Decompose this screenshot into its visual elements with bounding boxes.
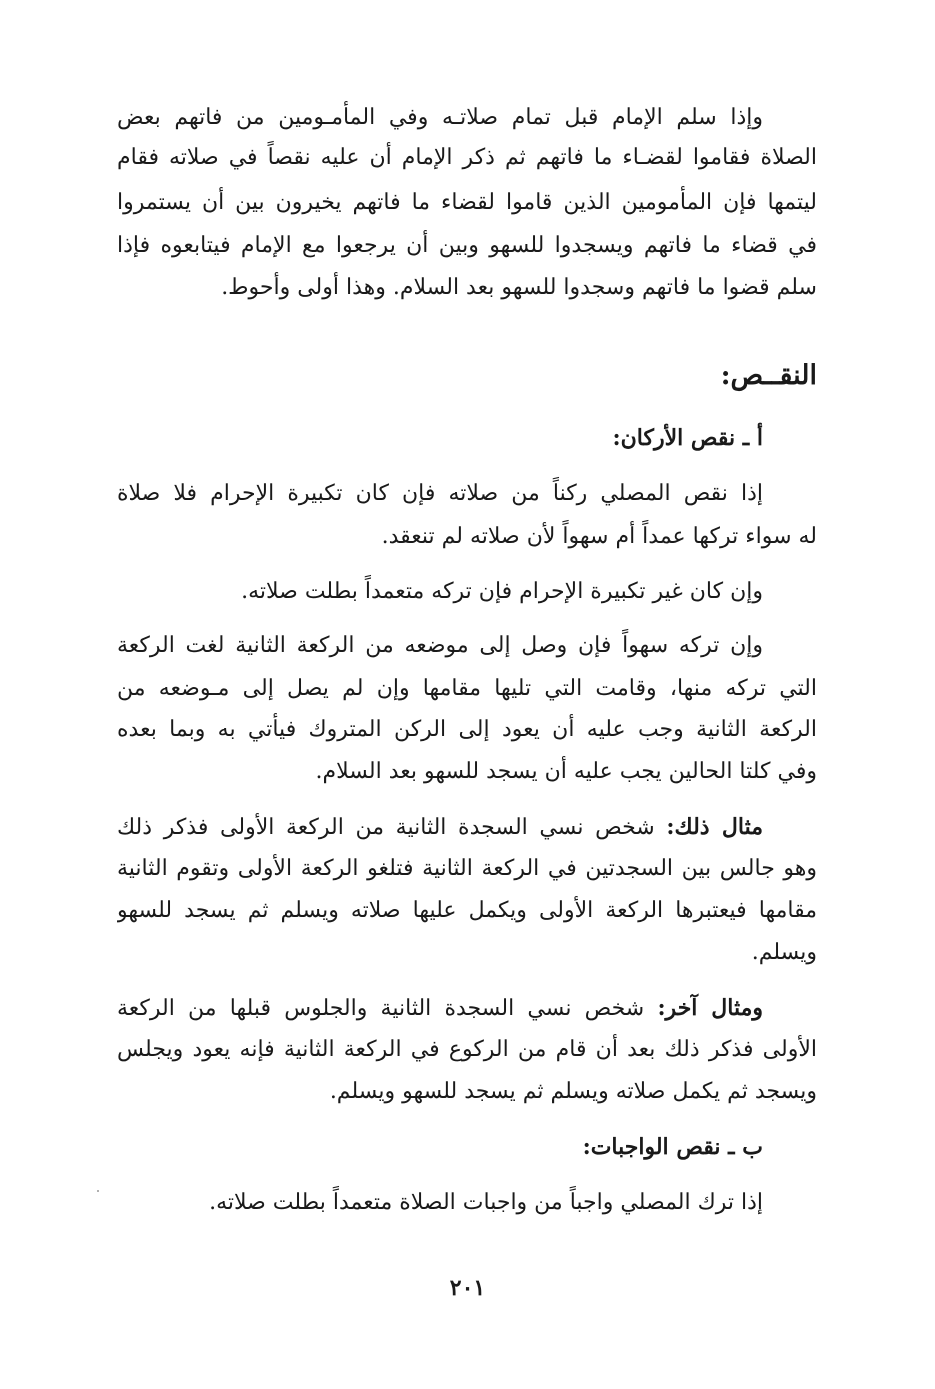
paragraph-1-line-5: سلم قضوا ما فاتهم وسجدوا للسهو بعد السلام. وهذا أولى وأحوط. (221, 275, 817, 300)
example-lead: مثال ذلك: (666, 814, 763, 840)
scan-speck (97, 1190, 99, 1192)
paragraph-5-line-3: مقامها فيعتبرها الركعة الأولى ويكمل عليها صلاته ويسلم ثم يسجد للسهو (117, 898, 817, 923)
paragraph-6-line-1 (117, 988, 763, 1028)
paragraph-5-line-1 (117, 807, 763, 847)
paragraph-1-line-1: وإذا سلم الإمام قبل تمام صلاتـه وفي المأمـومين من فاتهم بعض (117, 105, 763, 130)
paragraph-4-line-4: وفي كلتا الحالين يجب عليه أن يسجد للسهو بعد السلام. (315, 759, 817, 784)
paragraph-2-line-1: إذا نقص المصلي ركناً من صلاته فإن كان تكبيرة الإحرام فلا صلاة (117, 481, 763, 506)
paragraph-1-line-2: الصلاة فقاموا لقضـاء ما فاتهم ثم ذكر الإمام أن عليه نقصاً في صلاته فقام (117, 145, 817, 170)
another-example-lead: ومثال آخر: (657, 995, 763, 1021)
paragraph-5-line-2: وهو جالس بين السجدتين في الركعة الثانية فتلغو الركعة الأولى وتقوم الثانية (117, 856, 817, 881)
section-heading-naqs: النقــص: (720, 360, 817, 391)
paragraph-4-line-3: الركعة الثانية وجب عليه أن يعود إلى الركن المتروك فيأتي به وبما بعده (117, 717, 817, 742)
subheading-wajibat: ب ـ نقص الواجبات: (582, 1134, 763, 1160)
paragraph-1-line-4: في قضاء ما فاتهم ويسجدوا للسهو وبين أن يرجعوا مع الإمام فيتابعوه فإذا (117, 233, 817, 258)
paragraph-5-line-4: ويسلم. (751, 940, 817, 965)
another-example-text: شخص نسي السجدة الثانية والجلوس قبلها من الركعة (117, 996, 658, 1021)
paragraph-6-line-2: الأولى فذكر ذلك بعد أن قام من الركوع في الركعة الثانية فإنه يعود ويجلس (117, 1037, 817, 1062)
paragraph-6-line-3: ويسجد ثم يكمل صلاته ويسلم ثم يسجد للسهو ويسلم. (329, 1079, 817, 1104)
paragraph-3-line-1: وإن كان غير تكبيرة الإحرام فإن تركه متعمداً بطلت صلاته. (241, 579, 763, 604)
paragraph-2-line-2: له سواء تركها عمداً أم سهواً لأن صلاته لم تنعقد. (381, 524, 817, 549)
subheading-arkan: أ ـ نقص الأركان: (612, 425, 763, 451)
paragraph-4-line-1: وإن تركه سهواً فإن وصل إلى موضعه من الركعة الثانية لغت الركعة (117, 633, 763, 658)
paragraph-1-line-3: ليتمها فإن المأمومين الذين قاموا لقضاء ما فاتهم يخيرون بين أن يستمروا (117, 190, 817, 215)
page-number: ٢٠١ (449, 1275, 486, 1301)
paragraph-4-line-2: التي تركه منها، وقامت التي تليها مقامها وإن لم يصل إلى مـوضعه من (117, 676, 817, 701)
paragraph-7-line-1: إذا ترك المصلي واجباً من واجبات الصلاة متعمداً بطلت صلاته. (209, 1190, 763, 1215)
example-text: شخص نسي السجدة الثانية من الركعة الأولى فذكر ذلك (117, 815, 667, 840)
